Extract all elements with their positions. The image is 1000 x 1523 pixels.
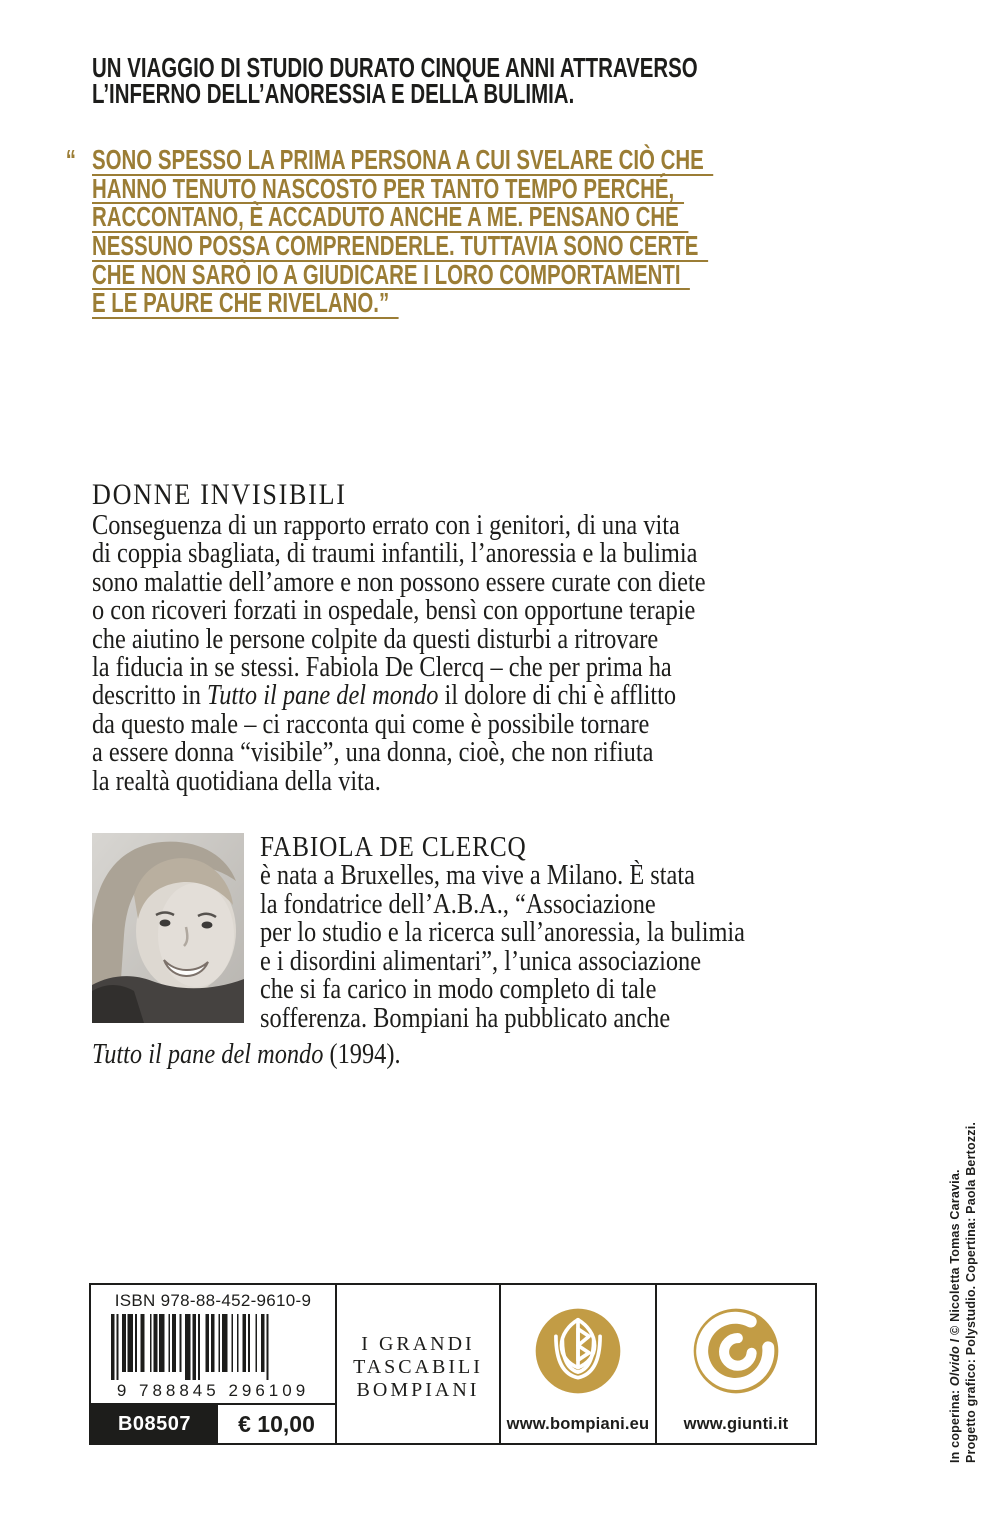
barcode-digits: 9 788845 296109	[116, 1381, 310, 1400]
imprint-name: I GRANDI TASCABILI BOMPIANI	[353, 1333, 483, 1401]
giunti-site: www.giunti.it	[683, 1415, 789, 1433]
synopsis-line: la fiducia in se stessi. Fabiola De Clercq – che per prima ha	[92, 651, 672, 683]
tagline-line: UN VIAGGIO DI STUDIO DURATO CINQUE ANNI ATTRAVERSO	[92, 52, 698, 83]
author-photo	[92, 833, 244, 1023]
bio-line: che si fa carico in modo completo di tale	[260, 974, 657, 1006]
edition-code: B08507	[91, 1405, 218, 1443]
quote-line: HANNO TENUTO NASCOSTO PER TANTO TEMPO PERCHÉ,	[92, 175, 713, 204]
giunti-box	[655, 1283, 817, 1445]
tagline	[92, 52, 698, 109]
quote-line: E LE PAURE CHE RIVELANO.”	[92, 289, 713, 318]
bompiani-flower-icon	[532, 1305, 624, 1397]
synopsis	[92, 512, 797, 796]
quote-line: “ SONO SPESSO LA PRIMA PERSONA A CUI SVELARE CIÒ CHE	[92, 146, 713, 175]
synopsis-line: a essere donna “visibile”, una donna, cioè, che non rifiuta	[92, 737, 654, 769]
synopsis-heading: DONNE INVISIBILI	[92, 478, 347, 511]
synopsis-line: Conseguenza di un rapporto errato con i genitori, di una vita	[92, 510, 680, 541]
synopsis-line: descritto in Tutto il pane del mondo il dolore di chi è afflitto	[92, 680, 677, 712]
imprint-box	[335, 1283, 501, 1445]
credits-vertical	[947, 1122, 979, 1463]
quote-line: NESSUNO POSSA COMPRENDERLE. TUTTAVIA SONO CERTE	[92, 232, 713, 261]
synopsis-line: o con ricoveri forzati in ospedale, bensì con opportune terapie	[92, 595, 696, 627]
synopsis-line: di coppia sbagliata, di traumi infantili, l’anoressia e la bulimia	[92, 538, 698, 570]
bio-last-line: Tutto il pane del mondo (1994).	[92, 1038, 401, 1070]
price: € 10,00	[238, 1410, 315, 1437]
synopsis-line: che aiutino le persone colpite da questi disturbi a ritrovare	[92, 623, 659, 655]
bio-line: la fondatrice dell’A.B.A., “Associazione	[260, 888, 656, 920]
bio-line: per lo studio e la ricerca sull’anoressia, la bulimia	[260, 917, 746, 949]
giunti-swirl-icon	[690, 1305, 782, 1397]
synopsis-line: sono malattie dell’amore e non possono essere curate con diete	[92, 566, 706, 598]
credits-line: In coperina: Olvido I © Nicoletta Tomas Caravia.	[948, 1169, 962, 1463]
bio-line: è nata a Bruxelles, ma vive a Milano. È stata	[260, 860, 695, 891]
footer-bar	[89, 1283, 817, 1445]
open-quote-mark: “	[65, 144, 76, 175]
isbn-label: ISBN 978-88-452-9610-9	[114, 1291, 312, 1310]
quote-line: CHE NON SARÒ IO A GIUDICARE I LORO COMPORTAMENTI	[92, 261, 713, 290]
isbn-box	[89, 1283, 337, 1445]
bio-line: e i disordini alimentari”, l’unica associazione	[260, 945, 702, 977]
bompiani-box	[499, 1283, 657, 1445]
author-section	[92, 833, 852, 1070]
bompiani-site: www.bompiani.eu	[506, 1415, 650, 1433]
synopsis-line: da questo male – ci racconta qui come è possibile tornare	[92, 708, 650, 740]
credits-line: Progetto grafico: Polystudio. Copertina: Paola Bertozzi.	[964, 1121, 978, 1463]
price-row	[91, 1403, 335, 1443]
tagline-line: L’INFERNO DELL’ANORESSIA E DELLA BULIMIA.	[92, 77, 575, 109]
bio-line: sofferenza. Bompiani ha pubblicato anche	[260, 1002, 671, 1034]
barcode	[107, 1314, 319, 1380]
book-title-italic: Tutto il pane del mondo	[92, 1038, 324, 1070]
pull-quote	[65, 144, 713, 319]
author-name: FABIOLA DE CLERCQ	[260, 831, 527, 863]
synopsis-line: la realtà quotidiana della vita.	[92, 765, 381, 797]
book-title-italic: Tutto il pane del mondo	[207, 680, 439, 712]
quote-line: RACCONTANO, È ACCADUTO ANCHE A ME. PENSANO CHE	[92, 203, 713, 232]
